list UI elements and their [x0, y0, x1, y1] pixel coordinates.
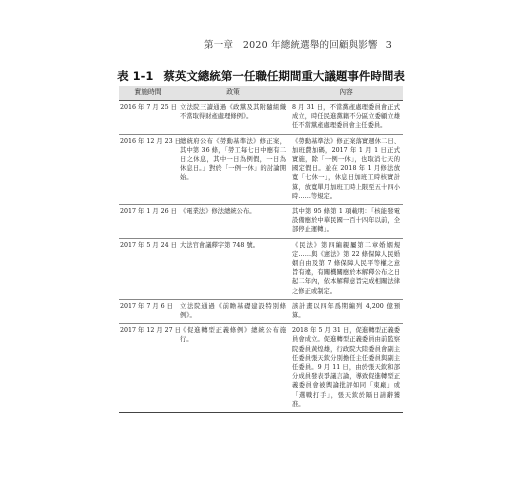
row-date: 2016 年 12 月 23 日: [119, 134, 177, 204]
table-label: 表 1-1: [117, 69, 154, 83]
row-content: 《民法》第四編親屬第二章婚姻規定……與《憲法》第 22 條保障人民婚姻自由及第 7 條保障人民平等權之意旨有違，有關機關應於本解釋公布之日起二年內，依本解釋意旨完成相關法律之修正或制定。: [289, 238, 403, 299]
table-row: [119, 299, 403, 323]
row-date: 2017 年 7 月 6 日: [119, 299, 177, 323]
table-title: [113, 68, 409, 84]
row-policy: 總統府公布《勞動基準法》修正案，其中第 36 條，「勞工每七日中應有二日之休息，其中一日為例假，一日為休息日。」對於「一例一休」的討論開始。: [177, 134, 289, 204]
row-content: 其中第 95 條第 1 項載明：「核能發電設備應於中華民國一百十四年以前，全部停止運轉」。: [289, 205, 403, 239]
table-row: [119, 101, 403, 135]
running-head-chapter: 第一章 2020 年總統選舉的回顧與影響: [204, 40, 378, 51]
table-title-text: 蔡英文總統第一任職任期間重大議題事件時間表: [163, 69, 405, 83]
table-body: [119, 101, 403, 413]
row-date: 2017 年 1 月 26 日: [119, 205, 177, 239]
row-content: 2018 年 5 月 31 日，促進轉型正義委員會成立。促進轉型正義委員由前監察院委員黃煌雄，行政院大陸委員會副主任委員張天欽分別擔任主任委員與副主任委員。9 月 11 日，由於張天欽和部分成員發表爭議言論，導致促進轉型正義委員會被輿論批評如同「東廠」或「選戰打手」，張天欽於隔日請辭獲准。: [289, 324, 403, 413]
header-content: 內容: [289, 86, 403, 101]
page-number: 3: [385, 40, 392, 51]
row-policy: 《電業法》修法總統公布。: [177, 205, 289, 239]
table-row: [119, 324, 403, 413]
table-row: [119, 134, 403, 204]
header-policy: 政策: [177, 86, 289, 101]
table-header: [119, 86, 403, 101]
row-policy: 《促進轉型正義條例》總統公布施行。: [177, 324, 289, 413]
row-policy: 大法官會議釋字第 748 號。: [177, 238, 289, 299]
events-table: [119, 86, 403, 413]
row-date: 2017 年 5 月 24 日: [119, 238, 177, 299]
row-date: 2016 年 7 月 25 日: [119, 101, 177, 135]
header-row: [119, 86, 403, 101]
row-date: 2017 年 12 月 27 日: [119, 324, 177, 413]
table-row: [119, 238, 403, 299]
header-date: 實施時間: [119, 86, 177, 101]
row-content: 《勞動基準法》修正案落實週休二日、加班費加碼，2017 年 1 月 1 日正式實施，除「一例一休」，也取消七天的國定假日。並在 2018 年 1 月修法放寬「七休一」，休息日加班工時核實計算，放寬單月加班工時上限至五十四小時……等規定。: [289, 134, 403, 204]
row-content: 8 月 31 日，不當黨產處理委員會正式成立，時任民進黨籍不分區立委顧立雄任不當黨產處理委員會主任委員。: [289, 101, 403, 135]
table-row: [119, 205, 403, 239]
row-content: 該計畫以四年爲期編列 4,200 億預算。: [289, 299, 403, 323]
row-policy: 立法院通過《前瞻基礎建設特別條例》。: [177, 299, 289, 323]
row-policy: 立法院三讀通過《政黨及其附隨組織不當取得財產處理條例》。: [177, 101, 289, 135]
running-head: [204, 37, 392, 51]
